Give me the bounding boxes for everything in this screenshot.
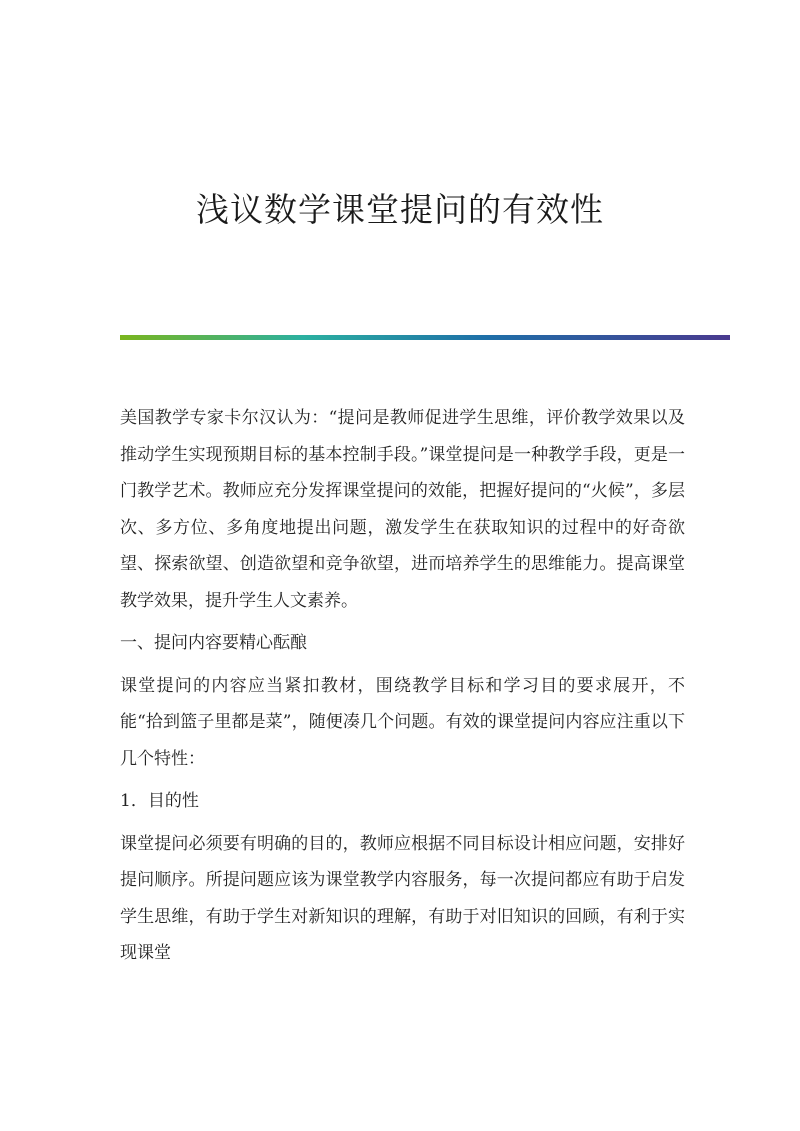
- intro-paragraph: 美国教学专家卡尔汉认为：“提问是教师促进学生思维，评价教学效果以及推动学生实现预期目标的基本控制手段。”课堂提问是一种教学手段，更是一门教学艺术。教师应充分发挥课堂提问的效能，把握好提问的“火候”，多层次、多方位、多角度地提出问题，激发学生在获取知识的过程中的好奇欲望、探索欲望、创造欲望和竞争欲望，进而培养学生的思维能力。提高课堂教学效果，提升学生人文素养。: [120, 408, 685, 611]
- page-title: 浅议数学课堂提问的有效性: [196, 190, 604, 229]
- document-body: [120, 400, 685, 978]
- title-divider: [120, 335, 730, 340]
- section-heading-1: 一、提问内容要精心酝酿: [120, 633, 307, 653]
- subsection-heading-1: 1．目的性: [120, 791, 199, 811]
- subsection-1-paragraph: 课堂提问必须要有明确的目的，教师应根据不同目标设计相应问题，安排好提问顺序。所提问题应该为课堂教学内容服务，每一次提问都应有助于启发学生思维，有助于学生对新知识的理解，有助于对旧知识的回顾，有利于实现课堂: [120, 833, 685, 963]
- section-1-paragraph: 课堂提问的内容应当紧扣教材，围绕教学目标和学习目的要求展开，不能“拾到篮子里都是菜”，随便凑几个问题。有效的课堂提问内容应注重以下几个特性：: [120, 675, 685, 769]
